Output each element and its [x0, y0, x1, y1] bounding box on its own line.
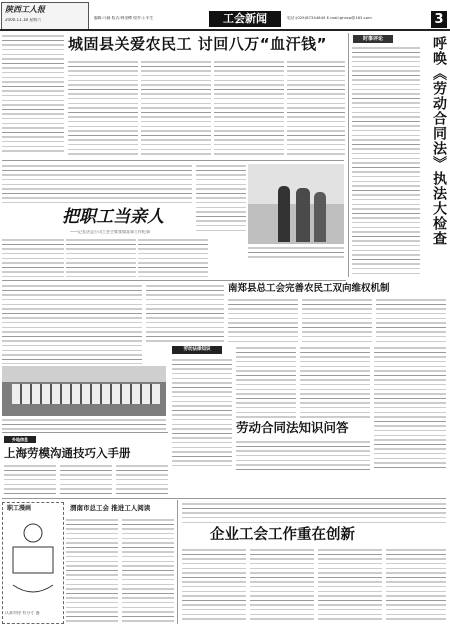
mid-text-col-3: [376, 298, 446, 342]
editors-line: 编辑:马静 版式:韩金樽 校对:王军生: [94, 16, 154, 20]
shanghai-tag: [4, 436, 36, 443]
bottom-story-col-3: [318, 548, 382, 622]
shanghai-bottom-rule: [2, 498, 446, 499]
lead-headline: 城固县关爱农民工 讨回八万“血汗钱”: [68, 35, 327, 53]
feature-bottom-rule: [2, 280, 346, 281]
qa-text-col-3: [300, 346, 370, 418]
photo-buildings: [12, 384, 160, 404]
photo-figure-1: [278, 186, 290, 242]
shanghai-top-rule: [2, 432, 168, 433]
section-title: 工会新闻: [209, 11, 281, 27]
photo-figure-3: [314, 192, 326, 242]
mid-left-text: [2, 284, 142, 364]
shanghai-headline: 上海劳模沟通技巧入手册: [4, 446, 131, 460]
feature-side-text: [196, 164, 246, 234]
bottom-story-col-1: [182, 548, 246, 622]
masthead: [0, 0, 450, 30]
masthead-logo-block: [1, 2, 89, 30]
page-number: 3: [431, 11, 447, 28]
qa-text-col-5: [236, 440, 370, 470]
photo-sky: [2, 366, 166, 382]
qa-text-col-2: [236, 346, 296, 418]
qa-headline: 劳动合同法知识问答: [236, 420, 349, 435]
workers-photo: [248, 164, 344, 244]
mid-headline: 南郑县总工会完善农民工双向维权机制: [228, 283, 390, 294]
bottom-left-text-col-1: [66, 518, 118, 622]
feature-text-col-3: [138, 238, 208, 278]
commentary-text: [352, 46, 420, 274]
feature-text-col-1: [2, 238, 64, 278]
shanghai-text-col-3: [116, 464, 168, 496]
lead-bottom-rule: [2, 160, 344, 161]
bottom-left-headline: 渭南市总工会 推进工人阅读: [70, 504, 151, 512]
qa-tag-label: 劳动法律知识: [183, 347, 211, 352]
date-line: 2000.11.18 星期六: [5, 18, 42, 22]
bottom-story-col-2: [250, 548, 314, 622]
lead-text-col-2: [141, 60, 211, 156]
feature-intro-text: [2, 164, 192, 204]
bottom-story-headline: 企业工会工作重在创新: [210, 527, 355, 543]
factory-photo: [2, 366, 166, 416]
feature-subhead: ——记长庆总公司工会主席张如喜事工作纪事: [70, 230, 150, 234]
feature-headline: 把职工当亲人: [62, 207, 164, 227]
qa-text-col-1: [172, 358, 232, 470]
cartoon-illustration: [7, 519, 59, 607]
cartoon-title: 职工漫画: [7, 505, 32, 512]
lead-text-col-4: [287, 60, 345, 156]
bottom-story-col-4: [386, 548, 446, 622]
contact-line: 电话:(029)87344649 E-mail:ghrxw@163.com: [287, 16, 372, 20]
cartoon-credit: 认真对待 有分寸 漫: [5, 611, 40, 615]
left-column-text: [2, 34, 64, 154]
commentary-tag: 时事评论: [353, 35, 393, 43]
cartoon-line: [13, 585, 53, 592]
qa-tag: [172, 346, 222, 354]
masthead-rule: [0, 29, 450, 31]
factory-caption: [2, 418, 166, 430]
qa-text-col-4: [374, 346, 446, 470]
mid-text-col-2: [302, 298, 372, 342]
bottom-divider: [177, 500, 178, 624]
bottom-left-text-col-2: [122, 518, 174, 622]
bottom-story-top-text: [182, 502, 446, 524]
photo-caption: [248, 246, 344, 260]
mid-text-col-1: [228, 298, 298, 342]
right-column-divider: [348, 33, 349, 277]
shanghai-tag-label: 外地信息: [12, 437, 28, 442]
commentary-vertical-headline: 呼唤《劳动合同法》执法大检查: [431, 36, 447, 246]
shanghai-text-col-1: [4, 464, 56, 496]
feature-text-col-2: [66, 238, 136, 278]
lead-text-col-1: [68, 60, 138, 156]
lead-text-col-3: [214, 60, 284, 156]
photo-figure-2: [296, 188, 310, 242]
shanghai-text-col-2: [60, 464, 112, 496]
paper-name: 陕西工人报: [5, 5, 45, 14]
cartoon-panel: [2, 502, 64, 624]
cartoon-box: [13, 547, 53, 573]
cartoon-head: [24, 524, 42, 542]
mid-left-text-2: [146, 284, 224, 344]
